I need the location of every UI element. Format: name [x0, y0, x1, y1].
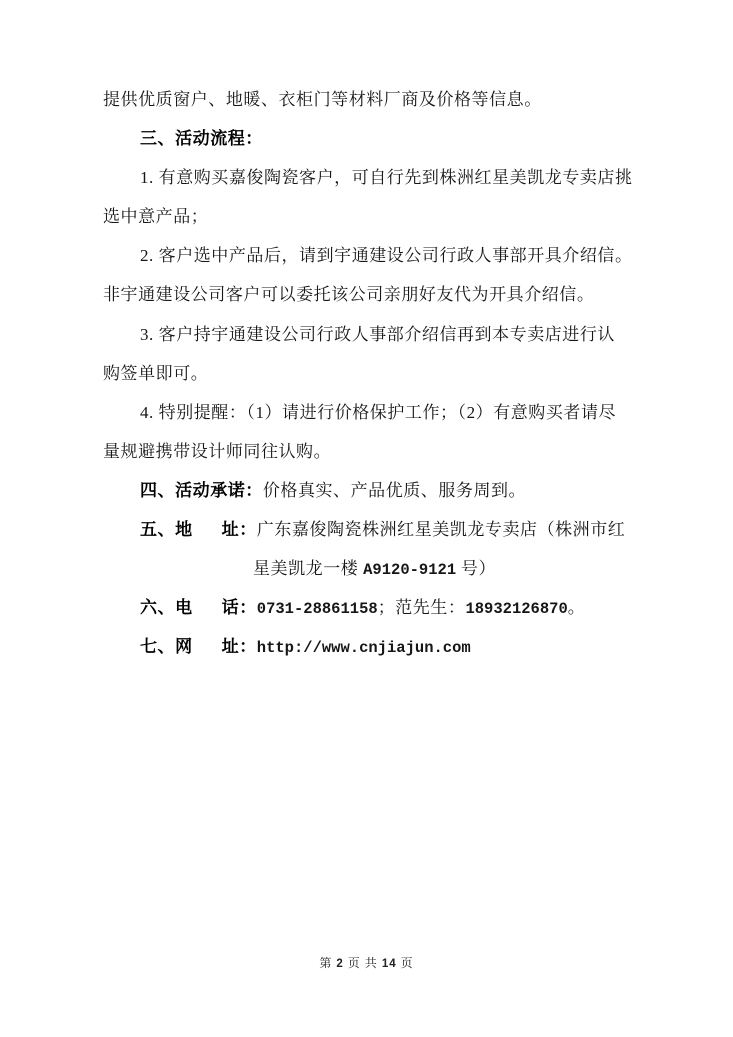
text-run: 选中意产品； [103, 207, 209, 227]
text-run: A9120-9121 [363, 561, 457, 580]
heading-section-3 [103, 119, 648, 158]
text-run: 1. 有意购买嘉俊陶瓷客户，可自行先到株洲红星美凯龙专卖店挑 [140, 168, 633, 188]
text-run: 。 [567, 598, 586, 618]
website-line [103, 627, 648, 666]
text-run: 价格真实、产品优质、服务周到。 [262, 480, 527, 500]
text-run: 六、电 [140, 598, 193, 618]
text-run: 3. 客户持宇通建设公司行政人事部介绍信再到本专卖店进行认 [140, 324, 615, 344]
text-run: 五、地 [140, 520, 193, 540]
text-run: ；范先生： [377, 598, 466, 618]
item-2-line-2 [103, 275, 648, 314]
address-line-1 [103, 510, 648, 549]
text-run: 三、活动流程： [140, 129, 263, 149]
text-run: 页 共 [343, 956, 382, 970]
text-run: 四、活动承诺： [140, 480, 263, 500]
heading-section-4 [103, 471, 648, 510]
text-run: 2 [336, 958, 344, 970]
item-4-line-2 [103, 432, 648, 471]
text-run: 星美凯龙一楼 [253, 559, 364, 579]
item-3-line-1 [103, 315, 648, 354]
paragraph-continuation [103, 80, 648, 119]
text-run: 广东嘉俊陶瓷株洲红星美凯龙专卖店（株洲市红 [256, 520, 626, 540]
text-run: 址： [221, 520, 257, 540]
text-run: 话： [221, 598, 257, 618]
text-run: 购签单即可。 [103, 363, 209, 383]
text-run: 非宇通建设公司客户可以委托该公司亲朋好友代为开具介绍信。 [103, 285, 595, 305]
item-1-line-2 [103, 197, 648, 236]
page-footer [0, 949, 733, 978]
text-run: 14 [381, 958, 397, 970]
address-line-2 [103, 549, 648, 588]
text-run: 提供优质窗户、地暖、衣柜门等材料厂商及价格等信息。 [103, 90, 542, 109]
text-run: http://www.cnjiajun.com [256, 639, 471, 658]
text-run: 七、网 [140, 637, 193, 657]
item-3-line-2 [103, 354, 648, 393]
item-1-line-1 [103, 158, 648, 197]
text-run: 址： [221, 637, 257, 657]
text-run: 18932126870 [465, 600, 568, 619]
text-run: 0731-28861158 [256, 600, 378, 619]
text-run: 量规避携带设计师同往认购。 [103, 441, 332, 461]
text-run: 4. 特别提醒：（1）请进行价格保护工作；（2）有意购买者请尽 [140, 402, 617, 422]
phone-line [103, 588, 648, 627]
text-run: 页 [396, 956, 414, 970]
document-body [103, 80, 648, 666]
item-2-line-1 [103, 236, 648, 275]
text-run: 第 [319, 956, 337, 970]
text-run: 2. 客户选中产品后，请到宇通建设公司行政人事部开具介绍信。 [140, 246, 633, 266]
text-run: 号） [456, 559, 497, 579]
item-4-line-1 [103, 393, 648, 432]
